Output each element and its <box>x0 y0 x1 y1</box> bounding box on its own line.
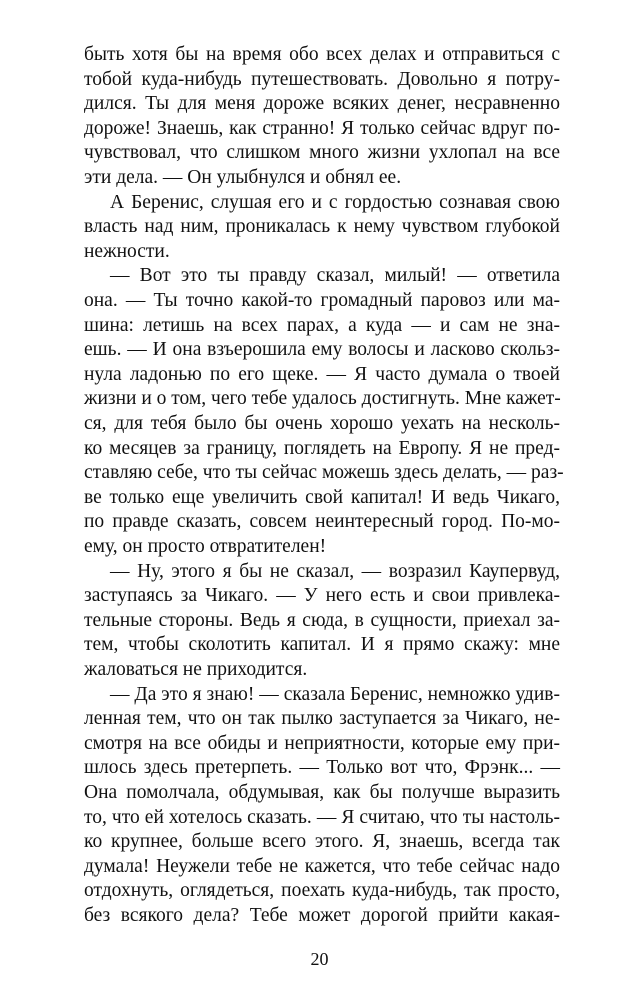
text-line: шлось здесь претерпеть. — Только вот что, Фрэнк... — <box>84 757 560 779</box>
text-line: по правде сказать, совсем неинтересный город. По-мо- <box>84 511 560 533</box>
text-line: ему, он просто отвратителен! <box>84 536 327 557</box>
text-line: дился. Ты для меня дороже всяких денег, несравненно <box>84 93 560 115</box>
text-line: быть хотя бы на время обо всех делах и отправиться с <box>84 44 560 65</box>
text-line: без всякого дела? Тебе может дорогой прийти какая- <box>84 905 560 926</box>
text-line: ешь. — И она взъерошила ему волосы и ласково скольз- <box>84 339 560 361</box>
page-number: 20 <box>310 948 329 969</box>
text-line: ко крупнее, больше всего этого. Я, знаешь, всегда так <box>84 831 560 853</box>
text-line: ся, для тебя было бы очень хорошо уехать на несколь- <box>84 413 560 434</box>
text-line: тобой куда-нибудь путешествовать. Довольно я потру- <box>84 68 560 90</box>
text-line: она. — Ты точно какой-то громадный паровоз или ма- <box>84 290 560 311</box>
text-line: — Вот это ты правду сказал, милый! — ответила <box>110 265 560 287</box>
text-line: жизни и о том, чего тебе удалось достигнуть. Мне кажет- <box>84 388 561 410</box>
text-line: заступаясь за Чикаго. — У него есть и свои привлека- <box>84 585 560 607</box>
text-line: власть над ним, проникалась к нему чувством глубокой <box>84 216 560 238</box>
text-line: то, что ей хотелось сказать. — Я считаю, что ты настоль- <box>84 806 560 828</box>
text-line: тельные стороны. Ведь я сюда, в сущности, приехал за- <box>84 609 560 631</box>
text-line: думала! Неужели тебе не кажется, что тебе сейчас надо <box>84 855 560 877</box>
text-line: жаловаться не приходится. <box>84 659 308 680</box>
text-line: — Ну, этого я бы не сказал, — возразил Каупервуд, <box>110 560 560 582</box>
text-line: дороже! Знаешь, как странно! Я только сейчас вдруг по- <box>84 117 560 139</box>
text-line: шина: летишь на всех парах, а куда — и сам не зна- <box>84 314 560 336</box>
text-line: отдохнуть, оглядеться, поехать куда-нибудь, так просто, <box>84 880 560 902</box>
text-line: ко месяцев за границу, поглядеть на Европу. Я не пред- <box>84 437 560 459</box>
text-line: эти дела. — Он улыбнулся и обнял ее. <box>84 167 402 188</box>
text-line: ве только еще увеличить свой капитал! И ведь Чикаго, <box>84 486 560 508</box>
text-line: А Беренис, слушая его и с гордостью сознавая свою <box>110 191 560 213</box>
text-line: тем, чтобы сколотить капитал. И я прямо скажу: мне <box>84 634 560 656</box>
text-line: ставляю себе, что ты сейчас можешь здесь делать, — раз- <box>84 462 564 484</box>
text-line: ленная тем, что он так пылко заступается за Чикаго, не- <box>84 708 560 730</box>
text-line: нежности. <box>84 240 170 262</box>
text-line: Она помолчала, обдумывая, как бы получше выразить <box>84 782 560 803</box>
text-line: — Да это я знаю! — сказала Беренис, немножко удив- <box>110 683 560 705</box>
text-line: чувствовал, что слишком много жизни ухлопал на все <box>84 142 560 164</box>
text-line: нула ладонью по его щеке. — Я часто думала о твоей <box>84 363 560 385</box>
text-line: смотря на все обиды и неприятности, которые ему при- <box>84 732 560 754</box>
